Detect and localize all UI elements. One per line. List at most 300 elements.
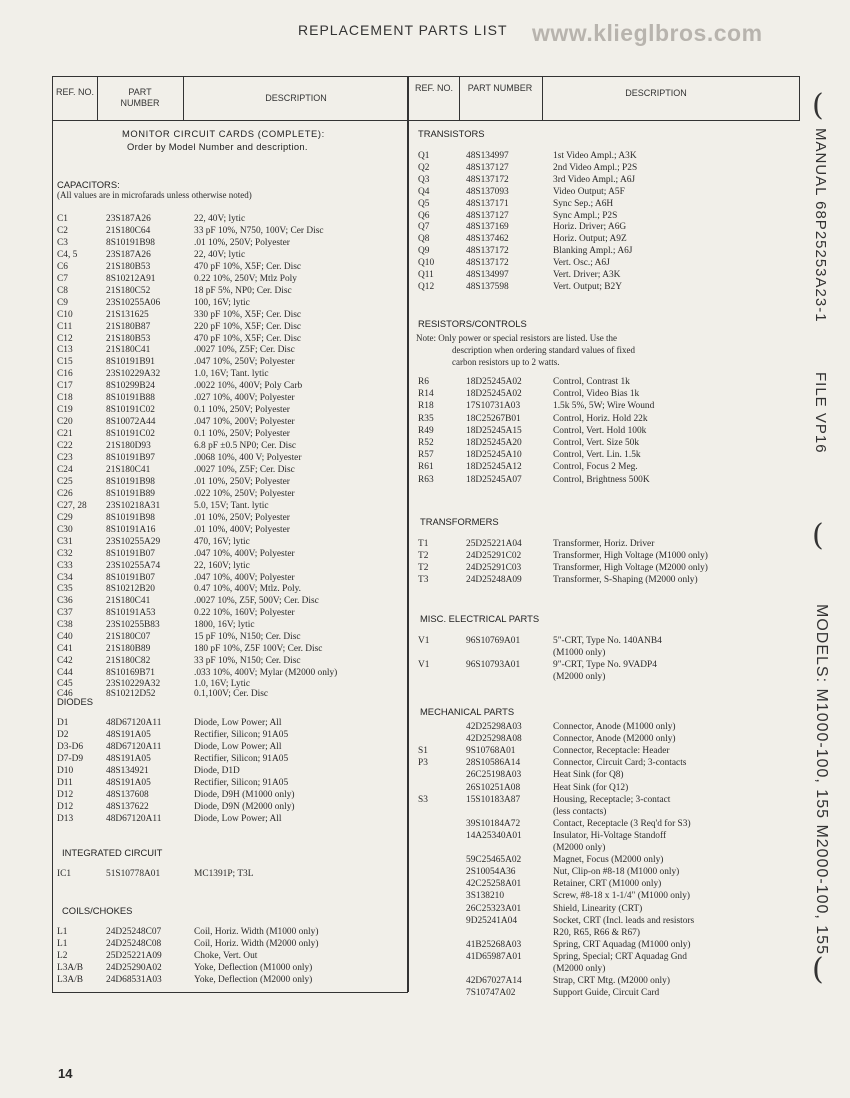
cell-part: 48S191A05	[106, 754, 151, 764]
cell-part: 8S10212B20	[106, 584, 155, 595]
cell-ref: R52	[418, 438, 434, 448]
header-part-number: PART NUMBER	[120, 87, 160, 108]
header-ref-no: REF. NO.	[55, 87, 94, 97]
cell-desc: .01 10%, 250V; Polyester	[194, 476, 290, 487]
section-title: MONITOR CIRCUIT CARDS (COMPLETE):	[122, 128, 325, 139]
cell-ref: D3-D6	[57, 742, 84, 752]
cell-desc: Strap, CRT Mtg. (M2000 only)	[553, 976, 670, 987]
section-heading-mechanical: MECHANICAL PARTS	[420, 706, 515, 717]
cell-desc: Yoke, Deflection (M2000 only)	[194, 975, 313, 985]
section-heading-coils: COILS/CHOKES	[62, 905, 133, 916]
cell-part: 8S10191B91	[106, 357, 155, 368]
cell-part: 39S10184A72	[466, 818, 521, 829]
cell-part: 21S180C64	[106, 225, 151, 236]
cell-part: 8S10212D52	[106, 688, 156, 699]
cell-ref: C29	[57, 512, 73, 523]
cell-desc: .033 10%, 400V; Mylar (M2000 only)	[194, 667, 338, 678]
cell-desc: .0027 10%, Z5F; Cer. Disc	[194, 464, 295, 475]
cell-desc: 1.5k 5%, 5W; Wire Wound	[553, 401, 655, 412]
cell-part: 8S10191B89	[106, 488, 155, 499]
cell-ref: C21	[57, 429, 73, 440]
cell-part: 9S10768A01	[466, 746, 516, 757]
cell-part: 48S191A05	[106, 730, 151, 740]
cell-part: 48S137622	[106, 802, 149, 812]
cell-desc: Nut, Clip-on #8-18 (M1000 only)	[553, 867, 680, 878]
cell-part: 48S137171	[466, 198, 509, 209]
cell-desc: 0.22 10%, 250V; Mtlz Poly	[194, 273, 297, 284]
cell-part: 18D25245A07	[466, 474, 522, 485]
cell-desc: Vert. Output; B2Y	[553, 281, 623, 292]
cell-desc: Sync Sep.; A6H	[553, 198, 614, 209]
cell-part: 24D25291C02	[466, 551, 522, 561]
cell-ref: C34	[57, 572, 73, 583]
page-title: REPLACEMENT PARTS LIST	[298, 22, 508, 38]
cell-desc: Spring, CRT Aquadag (M1000 only)	[553, 939, 691, 950]
cell-part: 14A25340A01	[466, 830, 522, 841]
cell-ref: S1	[418, 746, 428, 757]
cell-ref: C16	[57, 369, 73, 380]
cell-desc: Transformer, High Voltage (M2000 only)	[553, 563, 708, 573]
cell-desc: Transformer, High Voltage (M1000 only)	[553, 551, 708, 561]
cell-ref: C30	[57, 524, 73, 535]
cell-part: 21S180C82	[106, 656, 151, 667]
cell-ref: D13	[57, 814, 74, 824]
cell-desc: .01 10%, 250V; Polyester	[194, 512, 290, 523]
cell-ref: C9	[57, 297, 68, 308]
cell-desc: Diode, Low Power; All	[194, 742, 282, 752]
cell-desc: Rectifier, Silicon; 91A05	[194, 730, 289, 740]
cell-part: 21S180C52	[106, 285, 151, 296]
cell-ref: C44	[57, 667, 73, 678]
cell-desc: .0022 10%, 400V; Poly Carb	[194, 381, 303, 392]
cell-part: 21S180C07	[106, 632, 151, 643]
cell-part: 2S10054A36	[466, 867, 516, 878]
cell-desc: .022 10%, 250V; Polyester	[194, 488, 295, 499]
cell-desc: Rectifier, Silicon; 91A05	[194, 754, 289, 764]
cell-desc: Control, Brightness 500K	[553, 474, 650, 485]
cell-desc: 33 pF 10%, N750, 100V; Cer Disc	[194, 225, 324, 236]
cell-part: 8S10191B07	[106, 548, 155, 559]
cell-desc: 1.0, 16V; Tant. lytic	[194, 369, 269, 380]
cell-part: 21S180B53	[106, 333, 151, 344]
cell-ref: L2	[57, 951, 68, 961]
cell-ref: C17	[57, 381, 73, 392]
cell-desc: Vert. Driver; A3K	[553, 270, 621, 280]
cell-ref: C1	[57, 214, 68, 224]
resistors-note: carbon resistors up to 2 watts.	[452, 357, 560, 367]
cell-desc: .027 10%, 400V; Polyester	[194, 393, 295, 404]
cell-desc: 1st Video Ampl.; A3K	[553, 151, 637, 161]
cell-desc: Connector, Circuit Card; 3-contacts	[553, 758, 687, 769]
cell-part: 21S180B89	[106, 644, 151, 655]
cell-ref: T2	[418, 563, 429, 573]
cell-part: 48S137127	[466, 210, 509, 221]
cell-ref: C22	[57, 441, 73, 452]
cell-part: 8S10191C02	[106, 405, 155, 416]
cell-part: 8S10191B97	[106, 453, 155, 463]
cell-ref: C42	[57, 656, 73, 667]
cell-part: 17S10731A03	[466, 401, 521, 412]
cell-ref: D1	[57, 718, 69, 728]
cell-desc: Yoke, Deflection (M1000 only)	[194, 963, 313, 973]
cell-part: 18C25267B01	[466, 413, 521, 424]
cell-part: 23S10255A06	[106, 297, 161, 308]
cell-part: 48D67120A11	[106, 718, 162, 728]
side-models-label: MODELS: M1000-100, 155 M2000-100, 155	[813, 604, 830, 955]
cell-part: 8S10191B98	[106, 512, 155, 523]
cell-ref: C6	[57, 261, 68, 272]
cell-desc: Control, Vert. Hold 100k	[553, 425, 647, 436]
cell-part: 15S10183A87	[466, 794, 521, 805]
cell-desc: Video Output; A5F	[553, 186, 625, 197]
section-heading-capacitors: CAPACITORS:	[57, 179, 120, 190]
cell-part: 24D68531A03	[106, 975, 162, 985]
cell-desc: (M2000 only)	[553, 843, 606, 853]
cell-ref: Q1	[418, 151, 430, 161]
cell-ref: C25	[57, 476, 73, 487]
cell-desc: 470 pF 10%, X5F; Cer. Disc	[194, 261, 302, 272]
cell-desc: Diode, D9H (M1000 only)	[194, 790, 295, 800]
cell-ref: R35	[418, 413, 434, 424]
cell-part: 18D25245A02	[466, 377, 522, 387]
cell-ref: C2	[57, 225, 68, 236]
cell-part: 8S10169B71	[106, 667, 155, 678]
cell-desc: .01 10%, 250V; Polyester	[194, 237, 290, 248]
cell-part: 48S137169	[466, 222, 509, 233]
cell-part: 21S180C41	[106, 464, 151, 475]
cell-desc: Spring, Special; CRT Aquadag Gnd	[553, 951, 687, 962]
cell-part: 18D25245A20	[466, 438, 522, 448]
cell-ref: C26	[57, 488, 73, 499]
cell-ref: Q2	[418, 162, 430, 173]
cell-part: 23S10255A74	[106, 560, 161, 571]
cell-ref: C13	[57, 345, 73, 356]
cell-desc: Connector, Receptacle: Header	[553, 746, 670, 757]
cell-desc: Heat Sink (for Q8)	[553, 770, 624, 781]
cell-ref: C20	[57, 417, 73, 428]
cell-part: 26C25198A03	[466, 770, 522, 781]
cell-desc: 330 pF 10%, X5F; Cer. Disc	[194, 309, 302, 320]
cell-part: 25D25221A09	[106, 951, 162, 961]
cell-desc: Control, Focus 2 Meg.	[553, 462, 638, 473]
cell-part: 26S10251A08	[466, 782, 521, 793]
cell-ref: R61	[418, 462, 434, 473]
cell-desc: Magnet, Focus (M2000 only)	[553, 855, 664, 866]
cell-desc: Retainer, CRT (M1000 only)	[553, 879, 662, 890]
cell-desc: Diode, D1D	[194, 766, 240, 776]
cell-desc: .047 10%, 200V; Polyester	[194, 417, 295, 428]
cell-part: 18D25245A02	[466, 389, 522, 400]
section-heading-resistors: RESISTORS/CONTROLS	[418, 318, 527, 329]
cell-desc: Vert. Osc.; A6J	[553, 258, 610, 269]
cell-part: 48S137172	[466, 246, 509, 257]
cell-desc: Connector, Anode (M1000 only)	[553, 722, 676, 732]
cell-ref: IC1	[57, 869, 72, 879]
cell-part: 24D25248A09	[466, 575, 522, 585]
section-heading-misc: MISC. ELECTRICAL PARTS	[420, 613, 540, 624]
cell-desc: (M2000 only)	[553, 964, 606, 974]
cell-ref: C4, 5	[57, 249, 78, 260]
cell-desc: (M1000 only)	[553, 648, 606, 658]
cell-part: 42D25298A08	[466, 734, 522, 745]
cell-ref: Q4	[418, 186, 430, 197]
cell-part: 7S10747A02	[466, 988, 516, 999]
cell-ref: Q12	[418, 281, 435, 292]
watermark: www.klieglbros.com	[532, 20, 763, 46]
cell-ref: C31	[57, 536, 73, 547]
binder-hole-mark: (	[812, 952, 824, 987]
binder-hole-mark: (	[812, 518, 824, 553]
cell-part: 48S137608	[106, 790, 149, 800]
cell-desc: Control, Video Bias 1k	[553, 389, 640, 400]
cell-ref: Q11	[418, 270, 434, 280]
section-heading-diodes: DIODES	[57, 696, 93, 707]
cell-ref: Q5	[418, 198, 430, 209]
page-number: 14	[58, 1066, 73, 1081]
cell-ref: D2	[57, 730, 69, 740]
cell-part: 41D65987A01	[466, 951, 522, 962]
cell-desc: Sync Ampl.; P2S	[553, 210, 618, 221]
cell-ref: T1	[418, 539, 429, 549]
cell-ref: C10	[57, 309, 73, 320]
cell-part: 48S137093	[466, 186, 509, 197]
cell-desc: 22, 40V; lytic	[194, 249, 246, 260]
cell-desc: Choke, Vert. Out	[194, 951, 258, 961]
cell-part: 48S137127	[466, 162, 509, 173]
binder-hole-mark: (	[812, 88, 824, 123]
cell-part: 21S131625	[106, 309, 149, 320]
cell-desc: 2nd Video Ampl.; P2S	[553, 162, 638, 173]
cell-desc: Horiz. Driver; A6G	[553, 222, 627, 233]
cell-desc: .0027 10%, Z5F, 500V; Cer. Disc	[194, 596, 319, 607]
header-part-number: PART NUMBER	[467, 83, 533, 93]
cell-ref: Q9	[418, 246, 430, 257]
cell-desc: 100, 16V; lytic	[194, 297, 250, 308]
cell-part: 21S180B87	[106, 321, 151, 332]
cell-desc: Contact, Receptacle (3 Req'd for S3)	[553, 818, 691, 829]
cell-ref: R6	[418, 377, 429, 387]
cell-part: 59C25465A02	[466, 855, 522, 866]
side-manual-label: MANUAL 68P25253A23-1	[812, 128, 829, 323]
cell-desc: 0.1 10%, 250V; Polyester	[194, 405, 290, 416]
cell-part: 21S180C41	[106, 596, 151, 607]
cell-ref: C46	[57, 688, 73, 699]
cell-desc: Socket, CRT (Incl. leads and resistors	[553, 915, 695, 926]
cell-desc: 33 pF 10%, N150; Cer. Disc	[194, 656, 301, 667]
cell-part: 8S10191C02	[106, 429, 155, 440]
cell-desc: 1800, 16V; lytic	[194, 620, 255, 631]
cell-desc: 0.22 10%, 160V; Polyester	[194, 608, 295, 619]
cell-desc: Shield, Linearity (CRT)	[553, 903, 643, 914]
cell-ref: C36	[57, 596, 73, 607]
cell-desc: 9"-CRT, Type No. 9VADP4	[553, 660, 657, 670]
cell-part: 48S137172	[466, 174, 509, 185]
cell-part: 96S10793A01	[466, 660, 521, 670]
cell-ref: C41	[57, 644, 73, 655]
cell-ref: D7-D9	[57, 754, 84, 764]
cell-part: 48S137598	[466, 281, 509, 292]
cell-part: 42C25258A01	[466, 879, 522, 890]
cell-part: 24D25290A02	[106, 963, 162, 973]
cell-part: 8S10191B88	[106, 393, 155, 404]
cell-ref: R63	[418, 474, 434, 485]
cell-ref: S3	[418, 794, 428, 805]
cell-desc: 220 pF 10%, X5F; Cer. Disc	[194, 321, 302, 332]
cell-desc: 18 pF 5%, NP0; Cer. Disc	[194, 285, 292, 296]
cell-desc: Housing, Receptacle; 3-contact	[553, 794, 671, 805]
cell-part: 9D25241A04	[466, 915, 518, 926]
cell-part: 48S191A05	[106, 778, 151, 788]
cell-desc: .0027 10%, Z5F; Cer. Disc	[194, 345, 295, 356]
cell-part: 23S10255A29	[106, 536, 161, 547]
cell-part: 8S10191B98	[106, 237, 155, 248]
cell-part: 48S134997	[466, 151, 509, 161]
cell-ref: C27, 28	[57, 500, 87, 511]
cell-part: 51S10778A01	[106, 869, 161, 879]
cell-part: 42D25298A03	[466, 722, 522, 732]
cell-part: 21S180C41	[106, 345, 151, 356]
cell-ref: L1	[57, 927, 68, 937]
cell-desc: Control, Horiz. Hold 22k	[553, 413, 648, 424]
cell-desc: .01 10%, 400V; Polyester	[194, 524, 290, 535]
resistors-note: description when ordering standard values of fixed	[452, 345, 635, 355]
section-heading-transformers: TRANSFORMERS	[420, 516, 499, 527]
cell-ref: C7	[57, 273, 68, 284]
cell-ref: C35	[57, 584, 73, 595]
cell-desc: R20, R65, R66 & R67)	[553, 927, 640, 938]
cell-part: 8S10191A16	[106, 524, 156, 535]
cell-desc: .047 10%, 400V; Polyester	[194, 572, 295, 583]
cell-desc: 1.0, 16V; Lytic	[194, 678, 251, 689]
cell-desc: Coil, Horiz. Width (M2000 only)	[194, 939, 319, 949]
cell-ref: P3	[418, 758, 428, 769]
cell-desc: .047 10%, 250V; Polyester	[194, 357, 295, 368]
cell-ref: C24	[57, 464, 73, 475]
cell-part: 8S10072A44	[106, 417, 156, 428]
cell-desc: 5.0, 15V; Tant. lytic	[194, 500, 269, 511]
cell-ref: T2	[418, 551, 429, 561]
cell-ref: D10	[57, 766, 74, 776]
resistors-note: Note: Only power or special resistors are listed. Use the	[416, 333, 617, 343]
cell-desc: Connector, Anode (M2000 only)	[553, 734, 676, 745]
cell-ref: Q6	[418, 210, 430, 221]
cell-ref: C32	[57, 548, 73, 559]
cell-desc: 15 pF 10%, N150; Cer. Disc	[194, 632, 301, 643]
cell-desc: 0.1 10%, 250V; Polyester	[194, 429, 290, 440]
cell-part: 8S10191B98	[106, 476, 155, 487]
cell-desc: Diode, Low Power; All	[194, 718, 282, 728]
cell-part: 48S134921	[106, 766, 149, 776]
cell-part: 24D25291C03	[466, 563, 522, 573]
cell-desc: 470, 16V; lytic	[194, 536, 250, 547]
cell-part: 21S180B53	[106, 261, 151, 272]
cell-desc: Coil, Horiz. Width (M1000 only)	[194, 927, 319, 937]
cell-part: 48D67120A11	[106, 814, 162, 824]
cell-desc: 22, 160V; lytic	[194, 560, 250, 571]
cell-part: 48D67120A11	[106, 742, 162, 752]
cell-part: 23S187A26	[106, 214, 151, 224]
cell-part: 23S10255B83	[106, 620, 160, 631]
cell-ref: C15	[57, 357, 73, 368]
cell-desc: 0.1,100V; Cer. Disc	[194, 688, 269, 699]
cell-ref: C33	[57, 560, 73, 571]
cell-ref: C40	[57, 632, 73, 643]
cell-desc: Transformer, S-Shaping (M2000 only)	[553, 575, 698, 585]
header-ref-no: REF. NO.	[414, 83, 453, 93]
cell-desc: Horiz. Output; A9Z	[553, 234, 627, 245]
cell-part: 24D25248C08	[106, 939, 162, 949]
cell-part: 48S137462	[466, 234, 509, 245]
cell-desc: Screw, #8-18 x 1-1/4" (M1000 only)	[553, 891, 691, 902]
cell-desc: Control, Contrast 1k	[553, 377, 630, 387]
cell-part: 24D25248C07	[106, 927, 162, 937]
capacitors-note: (All values are in microfarads unless otherwise noted)	[57, 190, 252, 200]
cell-ref: L1	[57, 939, 68, 949]
cell-ref: C23	[57, 453, 73, 463]
cell-ref: C38	[57, 620, 73, 631]
cell-part: 23S10229A32	[106, 678, 161, 689]
cell-part: 8S10212A91	[106, 273, 156, 284]
header-description: DESCRIPTION	[265, 93, 327, 103]
cell-desc: 3rd Video Ampl.; A6J	[553, 174, 636, 185]
cell-ref: R49	[418, 425, 434, 436]
cell-ref: R57	[418, 450, 434, 461]
header-description: DESCRIPTION	[625, 88, 687, 98]
cell-desc: Control, Vert. Lin. 1.5k	[553, 450, 641, 461]
side-file-label: FILE VP16	[812, 372, 829, 454]
cell-ref: Q8	[418, 234, 430, 245]
cell-desc: Diode, Low Power; All	[194, 814, 282, 824]
cell-part: 48S137172	[466, 258, 509, 269]
cell-ref: R18	[418, 401, 434, 412]
cell-ref: C8	[57, 285, 68, 296]
cell-desc: 6.8 pF ±0.5 NP0; Cer. Disc	[194, 441, 297, 452]
cell-ref: C12	[57, 333, 73, 344]
cell-ref: L3A/B	[57, 963, 84, 973]
cell-part: 8S10191B07	[106, 572, 155, 583]
cell-ref: Q7	[418, 222, 430, 233]
cell-ref: C37	[57, 608, 73, 619]
cell-ref: C3	[57, 237, 68, 248]
cell-desc: 0.47 10%, 400V; Mtlz. Poly.	[194, 584, 302, 595]
cell-part: 18D25245A10	[466, 450, 522, 461]
cell-desc: (less contacts)	[553, 806, 607, 817]
cell-desc: 5"-CRT, Type No. 140ANB4	[553, 636, 662, 646]
cell-ref: L3A/B	[57, 975, 84, 985]
cell-part: 41B25268A03	[466, 939, 522, 950]
cell-desc: Insulator, Hi-Voltage Standoff	[553, 830, 667, 841]
cell-part: 28S10586A14	[466, 758, 521, 769]
cell-part: 23S10218A31	[106, 500, 161, 511]
cell-ref: T3	[418, 575, 429, 585]
cell-ref: C18	[57, 393, 73, 404]
cell-ref: Q10	[418, 258, 435, 269]
cell-desc: Support Guide, Circuit Card	[553, 988, 660, 999]
cell-desc: 180 pF 10%, Z5F 100V; Cer. Disc	[194, 644, 323, 655]
cell-ref: V1	[418, 636, 430, 646]
cell-part: 23S187A26	[106, 249, 151, 260]
cell-desc: (M2000 only)	[553, 672, 606, 682]
cell-part: 42D67027A14	[466, 976, 522, 987]
cell-part: 18D25245A12	[466, 462, 522, 473]
cell-ref: D12	[57, 790, 74, 800]
cell-ref: C11	[57, 321, 73, 332]
cell-ref: D11	[57, 778, 73, 788]
cell-part: 26C25323A01	[466, 903, 522, 914]
cell-desc: Transformer, Horiz. Driver	[553, 539, 655, 549]
cell-part: 18D25245A15	[466, 425, 522, 436]
cell-part: 8S10191A53	[106, 608, 156, 619]
